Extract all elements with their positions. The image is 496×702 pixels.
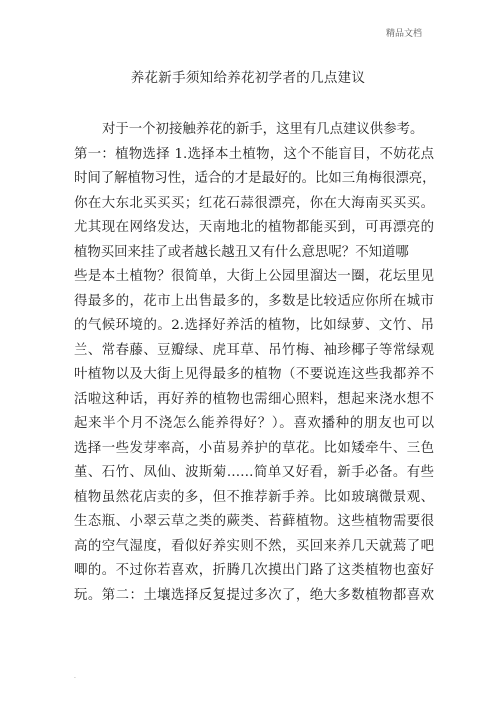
body-line: 些是本土植物？很简单，大街上公园里溜达一圈，花坛里见 (74, 269, 434, 284)
footer-mark: . (74, 673, 76, 680)
body-line: 尤其现在网络发达，天南地北的植物都能买到，可再漂亮的 (74, 220, 434, 235)
body-line: 植物买回来挂了或者越长越丑又有什么意思呢？不知道哪 (74, 244, 409, 260)
body-line: 选择一些发芽率高，小苗易养护的草花。比如矮牵牛、三色 (74, 440, 434, 456)
body-line: 生态瓶、小翠云草之类的蕨类、苔藓植物。这些植物需要很 (74, 514, 434, 529)
body-line: 兰、常春藤、豆瓣绿、虎耳草、吊竹梅、袖珍椰子等常绿观 (74, 342, 434, 358)
body-line: 玩。第二：土壤选择反复提过多次了，绝大多数植物都喜欢 (74, 587, 434, 603)
header-tag: 精品文档 (385, 29, 422, 39)
body-line: 高的空气湿度，看似好养实则不然，买回来养几天就蔫了吧 (74, 538, 434, 554)
body-line: 时间了解植物习性，适合的才是最好的。比如三角梅很漂亮， (74, 171, 436, 186)
body-line: 的气候环境的。2.选择好养活的植物，比如绿萝、文竹、吊 (74, 318, 434, 333)
document-title: 养花新手须知给养花初学者的几点建议 (130, 70, 366, 86)
body-line: 唧的。不过你若喜欢，折腾几次摸出门路了这类植物也蛮好 (74, 563, 434, 578)
body-line: 第一：植物选择 1.选择本土植物，这个不能盲目，不妨花点 (74, 146, 434, 162)
body-line: 对于一个初接触养花的新手，这里有几点建议供参考。 (102, 122, 424, 137)
body-line: 起来半个月不浇怎么能养得好？）。喜欢播种的朋友也可以 (74, 416, 434, 431)
body-line: 植物虽然花店卖的多，但不推荐新手养。比如玻璃微景观、 (74, 489, 434, 505)
body-line: 活啦这种话，再好养的植物也需细心照料，想起来浇水想不 (74, 391, 434, 407)
body-line: 堇、石竹、凤仙、波斯菊……简单又好看，新手必备。有些 (74, 465, 434, 480)
body-line: 叶植物以及大街上见得最多的植物（不要说连这些我都养不 (74, 367, 434, 382)
body-line: 你在大东北买买买；红花石蒜很漂亮，你在大海南买买买。 (74, 195, 434, 211)
document-body (74, 118, 434, 608)
body-line: 得最多的，花市上出售最多的，多数是比较适应你所在城市 (74, 293, 434, 309)
